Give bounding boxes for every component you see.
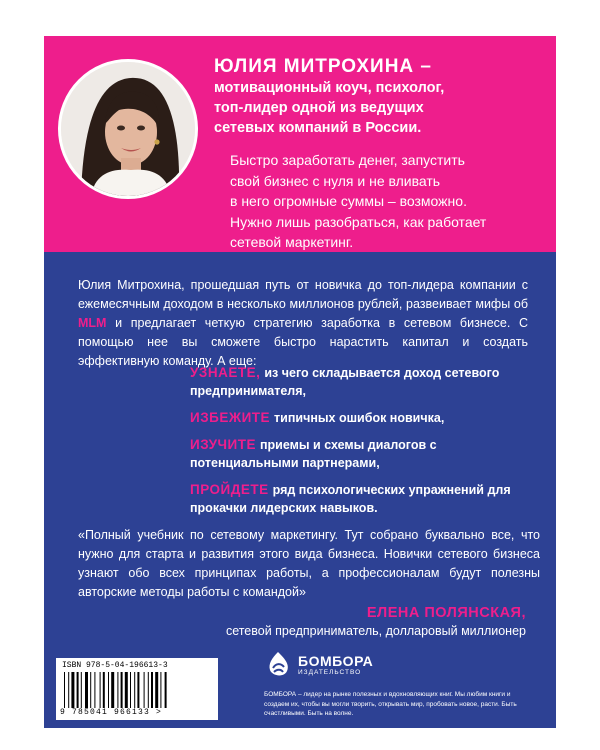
mlm-highlight: MLM xyxy=(78,316,107,330)
pitch-line: Быстро заработать денег, запустить xyxy=(230,152,465,168)
pitch-line: Нужно лишь разобраться, как работает xyxy=(230,213,487,230)
author-desc-line: топ-лидер одной из ведущих xyxy=(214,100,424,116)
pitch-line: сетевой маркетинг. xyxy=(230,234,354,250)
pitch-line: в него огромные суммы – возможно. xyxy=(230,193,467,209)
pitch-text xyxy=(230,150,548,253)
benefit-text: ряд психологических упражнений для прокачки лидерских навыков. xyxy=(190,483,511,515)
barcode-number: 9 785041 966133 > xyxy=(60,708,163,717)
benefit-item xyxy=(190,364,530,400)
benefit-keyword: УЗНАЕТЕ, xyxy=(190,365,261,380)
publisher-name: БОМБОРА xyxy=(298,653,374,669)
benefit-keyword: ИЗБЕЖИТЕ xyxy=(190,410,271,425)
benefit-text: типичных ошибок новичка, xyxy=(274,411,445,425)
testimonial-quote: «Полный учебник по сетевому маркетингу. Тут собрано буквально все, что нужно для старта и развития этого вида бизнеса. Новички сетевого бизнеса узнают обо всех принципах работы, а профессионалам будут полезны авторские методы работы с командой» xyxy=(78,528,540,599)
benefit-item xyxy=(190,409,530,427)
testimonial-role: сетевой предприниматель, долларовый миллионер xyxy=(225,624,526,638)
publisher-info xyxy=(264,650,534,719)
intro-part1: Юлия Митрохина, прошедшая путь от новичка до топ-лидера компании с ежемесячным доходом в несколько миллионов рублей, развеивает мифы об xyxy=(78,278,528,311)
book-back-cover xyxy=(44,36,556,728)
isbn-label: ISBN 978-5-04-196613-3 xyxy=(62,661,168,670)
author-name: ЮЛИЯ МИТРОХИНА – xyxy=(214,56,432,77)
barcode xyxy=(56,658,218,720)
benefit-item xyxy=(190,481,530,517)
publisher-logo xyxy=(264,650,534,680)
author-info xyxy=(214,56,546,138)
benefit-keyword: ИЗУЧИТЕ xyxy=(190,437,256,452)
barcode-bars xyxy=(62,672,212,708)
author-portrait-illustration xyxy=(61,62,195,196)
intro-part2: и предлагает четкую стратегию заработка в сетевом бизнесе. С помощью нее вы сможете быстро нарастить капитал и создать эффективную команду. А еще: xyxy=(78,316,528,368)
benefit-text: из чего складывается доход сетевого предпринимателя, xyxy=(190,366,500,398)
benefits-list xyxy=(190,364,530,526)
author-photo xyxy=(58,59,198,199)
bombora-logo-icon xyxy=(264,650,292,680)
intro-paragraph xyxy=(78,276,528,371)
benefit-item xyxy=(190,436,530,472)
publisher-sub: ИЗДАТЕЛЬСТВО xyxy=(298,669,362,676)
pitch-line: свой бизнес с нуля и не вливать xyxy=(230,172,441,189)
benefit-text: приемы и схемы диалогов с потенциальными партнерами, xyxy=(190,438,437,470)
author-desc-line: сетевых компаний в России. xyxy=(214,120,422,136)
publisher-slogan: БОМБОРА – лидер на рынке полезных и вдохновляющих книг. Мы любим книги и создаем их, чтобы вы могли творить, открывать мир, пробовать новое, расти. Быть счастливыми. Быть на волне. xyxy=(264,691,517,717)
benefit-keyword: ПРОЙДЕТЕ xyxy=(190,482,269,497)
author-panel xyxy=(44,36,556,252)
author-desc-line: мотивационный коуч, психолог, xyxy=(214,80,445,96)
testimonial-author: ЕЛЕНА ПОЛЯНСКАЯ, xyxy=(366,605,526,621)
